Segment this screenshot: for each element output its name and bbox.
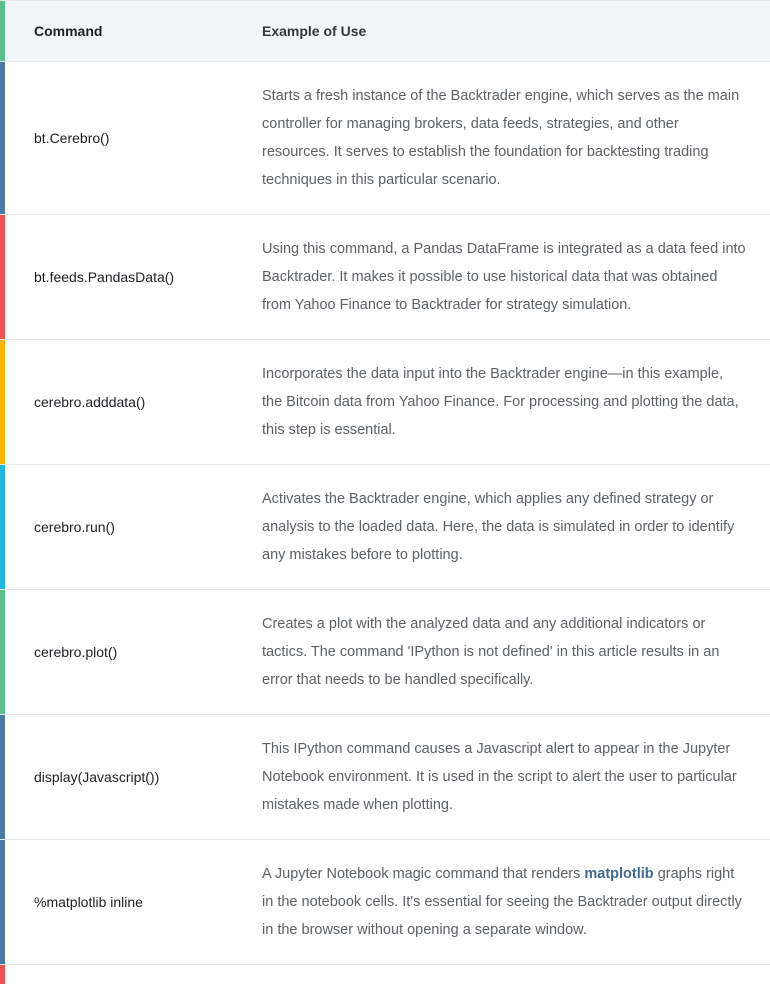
command-cell: %matplotlib inline	[34, 894, 143, 910]
row-accent-bar	[0, 965, 5, 984]
description-cell	[262, 840, 770, 964]
command-cell: cerebro.adddata()	[34, 394, 146, 410]
table-row	[0, 840, 770, 965]
description-cell: Creates a plot with the analyzed data and any additional indicators or tactics. The command 'IPython is not defined' in this article results in an error that needs to be handled specifically.	[262, 616, 720, 688]
header-command: Command	[34, 23, 103, 39]
row-accent-bar	[0, 590, 5, 714]
description-cell: Incorporates the data input into the Backtrader engine—in this example, the Bitcoin data from Yahoo Finance. For processing and plotting the data, this step is essential.	[262, 366, 739, 438]
table-row	[0, 340, 770, 465]
table-header	[0, 1, 770, 62]
command-cell: cerebro.run()	[34, 519, 115, 535]
table-row	[0, 465, 770, 590]
description-text: A Jupyter Notebook magic command that renders	[262, 866, 585, 882]
command-cell: cerebro.plot()	[34, 644, 118, 660]
row-accent-bar	[0, 1, 5, 61]
table-row	[0, 590, 770, 715]
description-cell: Activates the Backtrader engine, which applies any defined strategy or analysis to the loaded data. Here, the data is simulated in order to identify any mistakes before to plotting.	[262, 491, 735, 563]
description-cell: Using this command, a Pandas DataFrame is integrated as a data feed into Backtrader. It makes it possible to use historical data that was obtained from Yahoo Finance to Backtrader for strategy simulation.	[262, 241, 746, 313]
command-cell: display(Javascript())	[34, 769, 160, 785]
table-row	[0, 215, 770, 340]
description-cell: Starts a fresh instance of the Backtrader engine, which serves as the main controller for managing brokers, data feeds, strategies, and other resources. It serves to establish the foundation for backtesting trading techniques in this particular scenario.	[262, 88, 740, 188]
command-cell: bt.Cerebro()	[34, 130, 110, 146]
row-accent-bar	[0, 715, 5, 839]
row-accent-bar	[0, 215, 5, 339]
description-cell: This IPython command causes a Javascript alert to appear in the Jupyter Notebook environment. It is used in the script to alert the user to particular mistakes made when plotting.	[262, 741, 737, 813]
row-accent-bar	[0, 62, 5, 214]
table-row	[0, 62, 770, 215]
command-cell: bt.feeds.PandasData()	[34, 269, 175, 285]
row-accent-bar	[0, 340, 5, 464]
description-text: graphs right in the notebook cells. It's essential for seeing the Backtrader output directly in the browser without opening a separate window.	[262, 866, 742, 938]
row-accent-bar	[0, 840, 5, 964]
table-row	[0, 715, 770, 840]
matplotlib-link[interactable]: matplotlib	[584, 866, 654, 882]
table-row-partial	[0, 965, 770, 984]
header-example: Example of Use	[262, 23, 367, 39]
row-accent-bar	[0, 465, 5, 589]
